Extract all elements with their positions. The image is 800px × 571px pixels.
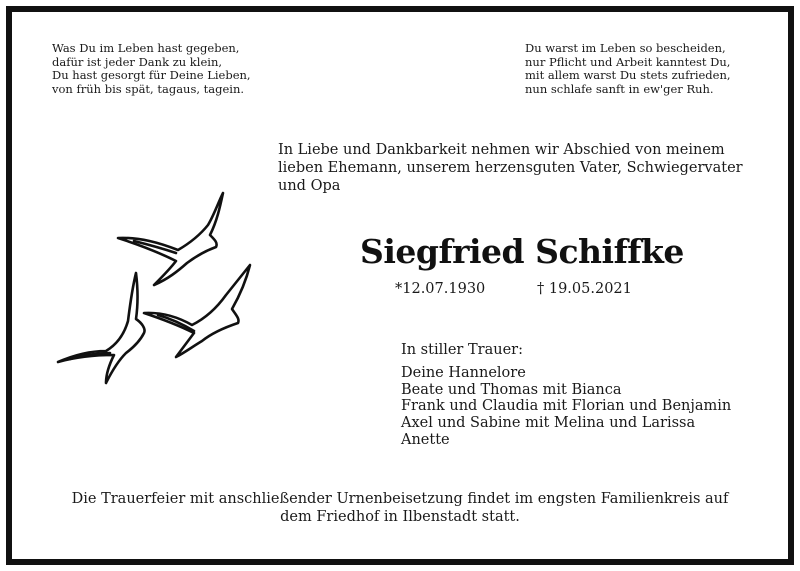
bird-bottom-icon — [58, 273, 145, 383]
poem-right-line: mit allem warst Du stets zufrieden, — [525, 68, 731, 82]
poem-right-line: nun schlafe sanft in ew'ger Ruh. — [525, 81, 714, 96]
poem-right-line: Du warst im Leben so bescheiden, — [525, 41, 726, 55]
intro-text: In Liebe und Dankbarkeit nehmen wir Abschied von meinem lieben Ehemann, unserem herzensguten Vater, Schwiegervater und Opa — [278, 142, 743, 194]
poem-left-line: dafür ist jeder Dank zu klein, — [52, 54, 223, 69]
poem-right — [525, 42, 731, 96]
mourner-line: Frank und Claudia mit Florian und Benjamin — [401, 398, 732, 415]
bird-top-icon — [118, 193, 223, 285]
mourner-line: Deine Hannelore — [401, 364, 526, 381]
funeral-notice-line: dem Friedhof in Ilbenstadt statt. — [280, 509, 520, 525]
mourner-line: Beate und Thomas mit Bianca — [401, 381, 622, 398]
mourners-block — [401, 342, 731, 449]
poem-left — [52, 42, 251, 96]
deceased-name: Siegfried Schiffke — [360, 232, 684, 271]
poem-right-line: nur Pflicht und Arbeit kanntest Du, — [525, 54, 731, 69]
funeral-notice — [40, 490, 760, 526]
three-flying-birds-icon — [50, 185, 265, 400]
death-date: † 19.05.2021 — [537, 281, 632, 297]
funeral-notice-line: Die Trauerfeier mit anschließender Urnenbeisetzung findet im engsten Familienkreis auf — [71, 491, 729, 507]
poem-left-line: Du hast gesorgt für Deine Lieben, — [52, 68, 251, 82]
mourner-line: Anette — [401, 431, 450, 448]
mourners-heading: In stiller Trauer: — [401, 342, 523, 358]
poem-left-line: Was Du im Leben hast gegeben, — [52, 41, 240, 55]
mourner-line: Axel und Sabine mit Melina und Larissa — [401, 415, 696, 432]
poem-left-line: von früh bis spät, tagaus, tagein. — [52, 81, 245, 96]
birth-date: *12.07.1930 — [395, 281, 486, 297]
